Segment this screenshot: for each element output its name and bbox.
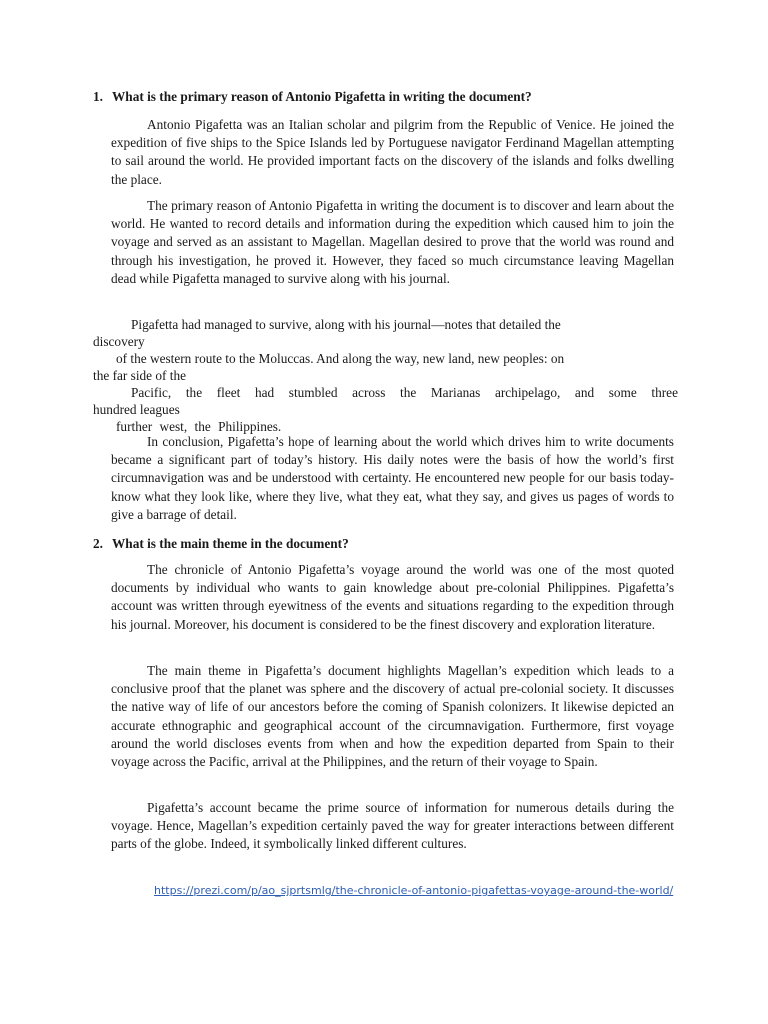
source-link[interactable]: https://prezi.com/p/ao_sjprtsmlg/the-chronicle-of-antonio-pigafettas-voyage-around-the-world/ [154,884,674,897]
quote-line: Pacific, the fleet had stumbled across the Marianas archipelago, and some three [131,385,678,400]
quote-line: further west, the Philippines. [116,419,282,434]
quote-line: hundred leagues [93,402,180,417]
quote-line: the far side of the [93,368,187,383]
question-2-text: What is the main theme in the document? [112,536,349,551]
q1-conclusion: In conclusion, Pigafetta’s hope of learning about the world which drives him to write documents became a significant part of today’s history. His daily notes were the basis of how the world’s first circumnavigation was and be understood with certainty. He encountered new people for our basis today- know what they look like, where they live, what they eat, what they say, and gives us pages of words to give a barrage of detail. [111,434,674,522]
q1-paragraph-2: The primary reason of Antonio Pigafetta in writing the document is to discover and learn about the world. He wanted to record details and information during the expedition which caused him to join the voyage and served as an assistant to Magellan. Magellan desired to prove that the world was round and through his investigation, he proved it. However, they faced so much circumstance leaving Magellan dead while Pigafetta managed to survive along with his journal. [111,198,674,286]
quote-line: Pigafetta had managed to survive, along with his journal—notes that detailed the [131,317,561,332]
question-1-text: What is the primary reason of Antonio Pigafetta in writing the document? [112,89,532,104]
question-1-number: 1. [93,89,103,104]
question-2-heading [93,535,693,553]
quote-line: discovery [93,334,145,349]
q2-paragraph-1: The chronicle of Antonio Pigafetta’s voyage around the world was one of the most quoted documents by individual who wants to gain knowledge about pre-colonial Philippines. Pigafetta’s account was written through eyewitness of the events and situations regarding to the expedition through his journal. Moreover, his document is considered to be the finest discovery and exploration literature. [111,562,674,632]
quote-line: of the western route to the Moluccas. And along the way, new land, new peoples: on [116,351,565,366]
q2-paragraph-3: Pigafetta’s account became the prime source of information for numerous details during the voyage. Hence, Magellan’s expedition certainly paved the way for greater interactions between different parts of the globe. Indeed, it symbolically linked different cultures. [111,800,674,852]
q1-block-quote [93,316,678,435]
question-1-heading [93,88,693,106]
question-2-number: 2. [93,536,103,551]
q2-paragraph-2: The main theme in Pigafetta’s document highlights Magellan’s expedition which leads to a conclusive proof that the planet was sphere and the discovery of actual pre-colonial society. It discusses the native way of life of our ancestors before the coming of Spanish colonizers. It likewise depicted an accurate ethnographic and geographical account of the circumnavigation. Furthermore, first voyage around the world discloses events from when and how the expedition departed from Spain to their voyage across the Pacific, arrival at the Philippines, and the return of their voyage to Spain. [111,663,674,770]
q1-paragraph-1: Antonio Pigafetta was an Italian scholar and pilgrim from the Republic of Venice. He joined the expedition of five ships to the Spice Islands led by Portuguese navigator Ferdinand Magellan attempting to sail around the world. He provided important facts on the discovery of the islands and folks dwelling the place. [111,117,674,187]
